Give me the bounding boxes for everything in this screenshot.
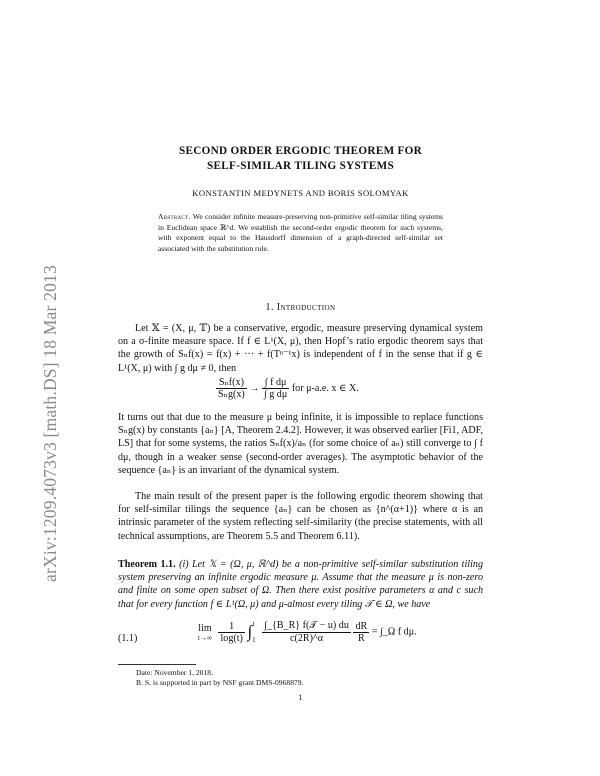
equation-body: lim t→∞ $\frac{1}{\log(t)}$ ∫ t 1 $\frac{\text{∫\_\{B\_R\} f(𝒯 − u) du}}{c(2R)\^{}\alpha}$ $\frac{dR}{R}$ = ∫_Ω f dμ. <box>198 620 417 644</box>
intro-paragraph-2: It turns out that due to the measure μ being infinite, it is impossible to replace functions Sₙg(x) by constants {aₙ} [A, Theorem 2.4.2]. However, it was observed earlier [Fi1, ADF, LS] that for some systems, the ratios Sₙf(x)/aₙ (for some choice of aₙ) still converge to ∫ f dμ, though in a weaker sense (second-order averages). The asymptotic behavior of the sequence {aₙ} is an invariant of the dynamical system. <box>118 412 483 476</box>
ratio-arrow: → <box>249 382 260 394</box>
footnote-date: Date: November 1, 2018. <box>136 668 213 677</box>
abstract-label: Abstract. <box>158 212 191 221</box>
eq-R: R <box>357 632 365 644</box>
eq-log: log(t) <box>220 632 243 644</box>
ratio-fraction-left <box>216 377 247 400</box>
equation-1-1 <box>118 620 483 662</box>
eq-rhs: = ∫_Ω f dμ. <box>371 626 417 638</box>
eq-inner-numerator: ∫_{B_R} f(𝒯 − u) du <box>264 620 349 631</box>
ratio-left-denominator: Sₙg(x) <box>218 389 245 400</box>
section-title: 1. Introduction <box>265 302 336 313</box>
abstract <box>158 212 443 254</box>
ratio-left-numerator: Sₙf(x) <box>216 377 247 389</box>
footnote-rule <box>118 664 196 665</box>
theorem-statement: (i) Let 𝕏 = (Ω, μ, ℝ^d) be a non-primitive self-similar substitution tiling system preserving an infinite ergodic measure μ. Assume that the measure μ is non-zero and finite on some open subset of Ω. Then there exist positive parameters α and c such that for every function f ∈ L¹(Ω, μ) and μ-almost every tiling 𝒯 ∈ Ω, we have <box>118 559 483 610</box>
eq-int-upper: t <box>252 620 255 628</box>
equation-number: (1.1) <box>118 633 138 644</box>
eq-lim-subscript: t→∞ <box>198 633 212 642</box>
footnote-grant: B. S. is supported in part by NSF grant DMS-0968879. <box>136 678 304 687</box>
eq-inner-denominator: c(2R)^α <box>290 633 324 644</box>
eq-one: 1 <box>218 621 244 633</box>
ratio-condition: for μ-a.e. x ∈ X. <box>291 382 359 394</box>
ratio-right-denominator: ∫ g dμ <box>263 389 288 400</box>
abstract-text: We consider infinite measure-preserving non-primitive self-similar tiling systems in Euclidean space ℝ^d. We establish the second-order ergodic theorem for such systems, with exponent equal to the Hausdorff dimension of a graph-directed self-similar set associated with the substitution rule. <box>158 212 443 253</box>
ratio-display-equation <box>118 377 483 415</box>
intro-paragraph-1: Let 𝕏 = (X, μ, 𝕋) be a conservative, ergodic, measure preserving dynamical system on a σ-finite measure space. If f ∈ L¹(X, μ), then Hopf’s ratio ergodic theorem says that the growth of Sₙf(x) = f(x) + ··· + f(Tⁿ⁻¹x) is independent of f in the sense that if g ∈ L¹(X, μ) with ∫ g dμ ≠ 0, then <box>118 323 483 374</box>
ratio-fraction-right <box>262 377 289 400</box>
page-number: 1 <box>298 693 303 702</box>
paper-title <box>118 144 483 174</box>
ratio-right-numerator: ∫ f dμ <box>262 377 289 389</box>
theorem-1-1 <box>118 558 483 611</box>
authors: KONSTANTIN MEDYNETS AND BORIS SOLOMYAK <box>192 188 409 198</box>
intro-paragraph-3: The main result of the present paper is the following ergodic theorem showing that for self-similar tilings the sequence {aₙ} can be chosen as {n^(α+1)} where α is an intrinsic parameter of the system reflecting self-similarity (the precise statements, with all technical assumptions, are Theorem 5.5 and Theorem 6.11). <box>118 491 483 542</box>
title-line-1: SECOND ORDER ERGODIC THEOREM FOR <box>178 145 423 157</box>
eq-dR: dR <box>355 620 368 632</box>
title-line-2: SELF-SIMILAR TILING SYSTEMS <box>207 160 394 172</box>
arxiv-identifier: arXiv:1209.4073v3 [math.DS] 18 Mar 2013 <box>40 265 60 582</box>
eq-lim: lim <box>198 622 212 634</box>
theorem-label: Theorem 1.1. <box>118 559 176 570</box>
paper-page <box>118 0 483 776</box>
eq-int-lower: 1 <box>252 636 256 644</box>
